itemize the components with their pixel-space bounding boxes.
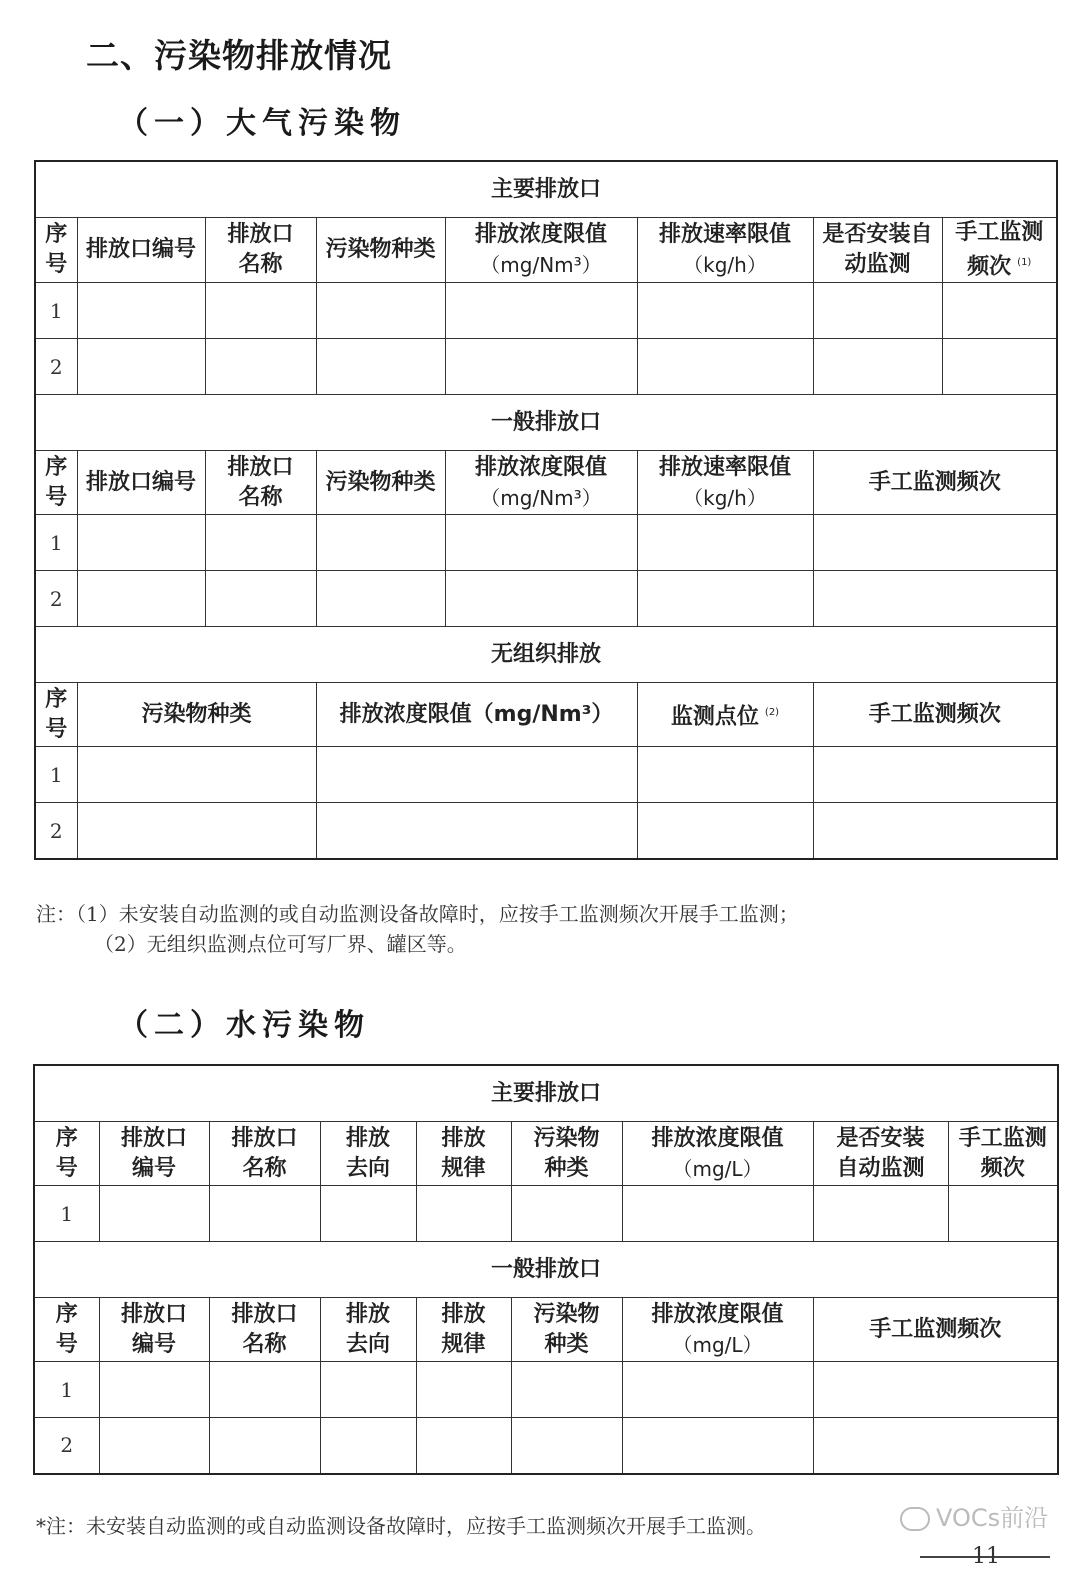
- water-pollutants-table: [33, 1064, 1059, 1475]
- col-discharge-pattern: 排放规律: [416, 1122, 511, 1186]
- col-outlet-id: 排放口编号: [77, 451, 205, 515]
- col-outlet-name: 排放口名称: [205, 451, 316, 515]
- col-rate-limit: [637, 218, 813, 283]
- col-pollutant-type: 污染物种类: [511, 1298, 622, 1362]
- manual-frequency-label: 手工监测频次: [955, 220, 1044, 280]
- col-serial: 序号: [34, 1298, 99, 1362]
- water-general-outlet-label: 一般排放口: [34, 1242, 1058, 1298]
- air-note-2: （2）无组织监测点位可写厂界、罐区等。: [94, 932, 467, 956]
- col-pollutant-type: 污染物种类: [511, 1122, 622, 1186]
- water-note: *注：未安装自动监测的或自动监测设备故障时，应按手工监测频次开展手工监测。: [36, 1514, 766, 1538]
- table-row: [35, 571, 1057, 627]
- table-row: [34, 1362, 1058, 1418]
- col-discharge-direction: 排放去向: [320, 1298, 416, 1362]
- conc-limit-unit: （mg/Nm³）: [480, 485, 602, 510]
- col-manual-frequency: 手工监测频次: [813, 451, 1057, 515]
- row-number: 1: [35, 747, 77, 803]
- footnote-1-marker: (1): [1017, 257, 1032, 268]
- conc-limit-unit: （mg/Nm³）: [480, 253, 602, 278]
- col-discharge-pattern: 排放规律: [416, 1298, 511, 1362]
- col-manual-frequency: [942, 218, 1057, 283]
- table-row: [35, 515, 1057, 571]
- water-pollutants-title: （二）水污染物: [118, 1008, 370, 1043]
- water-main-outlet-label: 主要排放口: [34, 1065, 1058, 1122]
- rate-limit-label: 排放速率限值: [658, 222, 791, 248]
- air-main-header-row: [35, 218, 1057, 283]
- table-row: [35, 747, 1057, 803]
- watermark-text: VOCs前沿: [936, 1504, 1049, 1532]
- conc-limit-label: 排放浓度限值: [651, 1125, 784, 1151]
- col-conc-limit: [622, 1298, 813, 1362]
- col-pollutant-type: 污染物种类: [316, 451, 445, 515]
- row-number: 1: [34, 1186, 99, 1242]
- col-pollutant-type: 污染物种类: [77, 683, 316, 747]
- row-number: 2: [35, 803, 77, 859]
- col-conc-limit: 排放浓度限值（mg/Nm³）: [316, 683, 637, 747]
- air-fugitive-label: 无组织排放: [35, 627, 1057, 683]
- section-title: 二、污染物排放情况: [86, 36, 392, 75]
- wechat-icon: [900, 1507, 930, 1531]
- conc-limit-label: 排放浓度限值: [474, 222, 607, 248]
- page-number: 11: [972, 1544, 1000, 1569]
- col-serial: 序号: [34, 1122, 99, 1186]
- col-outlet-id: 排放口编号: [99, 1298, 209, 1362]
- rate-limit-label: 排放速率限值: [658, 454, 791, 480]
- rate-limit-unit: （kg/h）: [683, 253, 767, 278]
- table-row: [34, 1418, 1058, 1474]
- air-general-header-row: [35, 451, 1057, 515]
- col-serial: 序号: [35, 218, 77, 283]
- table-row: [35, 803, 1057, 859]
- water-main-header-row: [34, 1122, 1058, 1186]
- watermark: [900, 1498, 1048, 1533]
- col-monitoring-point: [637, 683, 813, 747]
- col-auto-monitoring: 是否安装自动监测: [813, 218, 942, 283]
- col-pollutant-type: 污染物种类: [316, 218, 445, 283]
- col-outlet-name: 排放口名称: [205, 218, 316, 283]
- row-number: 1: [35, 515, 77, 571]
- water-general-header-row: [34, 1298, 1058, 1362]
- col-serial: 序号: [35, 683, 77, 747]
- col-auto-monitoring: 是否安装自动监测: [813, 1122, 948, 1186]
- table-row: [34, 1186, 1058, 1242]
- conc-limit-unit: （mg/L）: [672, 1156, 763, 1181]
- col-manual-frequency: 手工监测频次: [813, 683, 1057, 747]
- air-general-outlet-label: 一般排放口: [35, 395, 1057, 451]
- air-fugitive-header-row: [35, 683, 1057, 747]
- col-outlet-name: 排放口名称: [209, 1298, 320, 1362]
- col-conc-limit: [445, 451, 637, 515]
- row-number: 2: [34, 1418, 99, 1474]
- col-manual-frequency: 手工监测频次: [813, 1298, 1058, 1362]
- table-row: [35, 283, 1057, 339]
- air-pollutants-title: （一）大气污染物: [118, 106, 406, 141]
- conc-limit-unit: （mg/L）: [672, 1332, 763, 1357]
- row-number: 1: [35, 283, 77, 339]
- row-number: 2: [35, 339, 77, 395]
- conc-limit-label: 排放浓度限值: [651, 1301, 784, 1327]
- col-conc-limit: [445, 218, 637, 283]
- row-number: 1: [34, 1362, 99, 1418]
- col-rate-limit: [637, 451, 813, 515]
- conc-limit-label: 排放浓度限值: [474, 454, 607, 480]
- footnote-2-marker: (2): [764, 706, 780, 718]
- air-main-outlet-label: 主要排放口: [35, 161, 1057, 218]
- col-outlet-name: 排放口名称: [209, 1122, 320, 1186]
- col-outlet-id: 排放口编号: [99, 1122, 209, 1186]
- col-manual-frequency: 手工监测频次: [948, 1122, 1058, 1186]
- rate-limit-unit: （kg/h）: [683, 485, 767, 510]
- col-outlet-id: 排放口编号: [77, 218, 205, 283]
- air-note-1: 注：（1）未安装自动监测的或自动监测设备故障时，应按手工监测频次开展手工监测；: [36, 902, 799, 926]
- col-discharge-direction: 排放去向: [320, 1122, 416, 1186]
- air-pollutants-table: [34, 160, 1058, 860]
- monitoring-point-label: 监测点位: [670, 703, 759, 729]
- table-row: [35, 339, 1057, 395]
- col-serial: 序号: [35, 451, 77, 515]
- col-conc-limit: [622, 1122, 813, 1186]
- row-number: 2: [35, 571, 77, 627]
